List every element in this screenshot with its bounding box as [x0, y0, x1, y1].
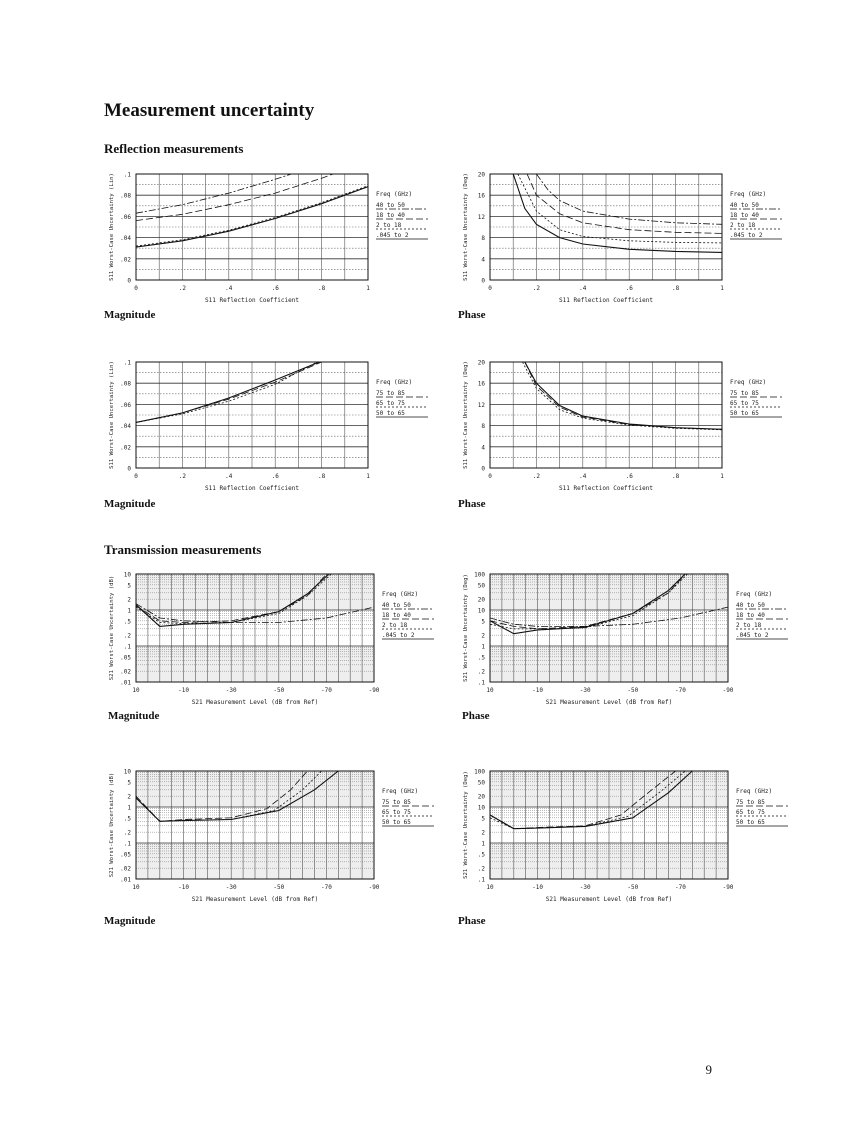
x-tick-label: -10 — [178, 884, 190, 891]
x-tick-label: .6 — [271, 285, 279, 292]
chart-trans-mag-1 — [104, 568, 444, 723]
x-tick-label: 10 — [132, 884, 140, 891]
x-tick-label: -70 — [320, 687, 332, 694]
y-tick-label: .02 — [120, 256, 131, 264]
x-tick-label: -90 — [722, 687, 734, 694]
y-tick-label: 1 — [481, 643, 485, 651]
legend-label: 40 to 50 — [730, 202, 759, 209]
y-tick-label: .1 — [123, 171, 131, 179]
y-tick-label: 100 — [474, 571, 485, 579]
x-tick-label: .2 — [532, 473, 541, 480]
y-tick-label: .5 — [477, 851, 485, 859]
legend-label: .045 to 2 — [382, 632, 415, 639]
legend-label: .045 to 2 — [736, 632, 769, 639]
legend-title: Freq (GHz) — [376, 379, 413, 386]
series-line — [136, 174, 333, 221]
y-tick-label: 8 — [481, 423, 485, 431]
series-line — [525, 362, 722, 429]
y-tick-label: 2 — [127, 793, 131, 801]
x-tick-label: 0 — [488, 473, 492, 480]
y-tick-label: .08 — [120, 192, 131, 200]
y-tick-label: .06 — [120, 213, 131, 221]
y-tick-label: 12 — [477, 213, 485, 221]
x-tick-label: -50 — [627, 884, 639, 891]
y-tick-label: 0 — [481, 277, 485, 285]
x-tick-label: -10 — [178, 687, 190, 694]
x-tick-label: 10 — [132, 687, 140, 694]
y-tick-label: 5 — [127, 582, 131, 590]
chart-trans-mag-2 — [104, 765, 444, 920]
x-tick-label: -50 — [627, 687, 639, 694]
legend-label: .045 to 2 — [730, 232, 763, 239]
y-tick-label: .1 — [123, 643, 131, 651]
y-axis-label: S21 Worst-Case Uncertainty (Deg) — [463, 771, 469, 879]
y-tick-label: .06 — [120, 401, 131, 409]
y-tick-label: 4 — [481, 444, 485, 452]
x-tick-label: -50 — [273, 884, 285, 891]
y-tick-label: .5 — [123, 815, 131, 823]
chart-refl-mag-1 — [104, 168, 444, 323]
y-tick-label: .1 — [477, 876, 485, 884]
x-tick-label: .6 — [625, 473, 633, 480]
legend-title: Freq (GHz) — [736, 788, 773, 795]
y-tick-label: 16 — [477, 192, 485, 200]
legend-label: 65 to 75 — [376, 400, 405, 407]
caption-refl-mag-1: Magnitude — [104, 309, 156, 321]
y-tick-label: .02 — [120, 865, 131, 873]
legend-title: Freq (GHz) — [382, 591, 419, 598]
y-tick-label: .2 — [477, 668, 485, 676]
x-axis-label: S21 Measurement Level (dB from Ref) — [545, 699, 673, 706]
page-title: Measurement uncertainty — [104, 100, 315, 121]
y-tick-label: 1 — [127, 804, 131, 812]
y-axis-label: S11 Worst-Case Uncertainty (Lin) — [109, 361, 115, 469]
y-tick-label: 5 — [481, 618, 485, 626]
plot-frame — [136, 174, 368, 280]
x-tick-label: .2 — [178, 473, 187, 480]
legend-label: 50 to 65 — [382, 819, 411, 826]
y-axis-label: S11 Worst-Case Uncertainty (Deg) — [463, 173, 469, 281]
series-line — [525, 362, 722, 429]
y-tick-label: 0 — [127, 277, 131, 285]
x-tick-label: 1 — [720, 473, 724, 480]
chart-trans-phase-2 — [458, 765, 798, 920]
y-axis-label: S21 Worst-Case Uncertainty (Deg) — [463, 574, 469, 682]
x-tick-label: -10 — [532, 687, 544, 694]
legend-label: 2 to 18 — [382, 622, 408, 629]
y-tick-label: 2 — [127, 596, 131, 604]
x-tick-label: -10 — [532, 884, 544, 891]
legend-label: 75 to 85 — [376, 390, 405, 397]
y-tick-label: 2 — [481, 829, 485, 837]
x-tick-label: -30 — [579, 884, 591, 891]
y-tick-label: 50 — [477, 779, 485, 787]
caption-trans-mag-1: Magnitude — [108, 710, 160, 722]
y-axis-label: S11 Worst-Case Uncertainty (Deg) — [463, 361, 469, 469]
y-tick-label: 10 — [123, 571, 131, 579]
y-tick-label: .02 — [120, 668, 131, 676]
legend-label: 18 to 40 — [736, 612, 765, 619]
x-axis-label: S11 Reflection Coefficient — [559, 485, 653, 492]
legend-label: 40 to 50 — [376, 202, 405, 209]
x-tick-label: 0 — [134, 473, 138, 480]
x-tick-label: .2 — [532, 285, 541, 292]
x-tick-label: .8 — [671, 285, 680, 292]
caption-refl-phase-1: Phase — [458, 309, 486, 321]
legend-label: 40 to 50 — [382, 602, 411, 609]
legend-title: Freq (GHz) — [730, 379, 767, 386]
plot-frame — [490, 771, 728, 879]
legend-label: 50 to 65 — [376, 410, 405, 417]
plot-frame — [136, 574, 374, 682]
x-tick-label: 1 — [366, 285, 370, 292]
legend-title: Freq (GHz) — [730, 191, 767, 198]
legend-label: 65 to 75 — [382, 809, 411, 816]
y-tick-label: 10 — [123, 768, 131, 776]
transmission-heading: Transmission measurements — [104, 542, 262, 557]
y-tick-label: 100 — [474, 768, 485, 776]
legend-title: Freq (GHz) — [376, 191, 413, 198]
legend-label: 75 to 85 — [730, 390, 759, 397]
y-tick-label: .01 — [120, 876, 131, 884]
legend-label: 2 to 18 — [736, 622, 762, 629]
y-tick-label: 2 — [481, 632, 485, 640]
legend-title: Freq (GHz) — [382, 788, 419, 795]
caption-trans-mag-2: Magnitude — [104, 915, 156, 927]
x-tick-label: 0 — [134, 285, 138, 292]
legend-label: 2 to 18 — [730, 222, 756, 229]
x-tick-label: .6 — [271, 473, 279, 480]
x-tick-label: 0 — [488, 285, 492, 292]
chart-refl-mag-2 — [104, 356, 444, 511]
y-tick-label: 4 — [481, 256, 485, 264]
x-axis-label: S21 Measurement Level (dB from Ref) — [191, 896, 319, 903]
page-number: 9 — [705, 1062, 712, 1077]
plot-frame — [490, 362, 722, 468]
x-tick-label: 10 — [486, 687, 494, 694]
y-tick-label: .05 — [120, 654, 131, 662]
legend-label: 18 to 40 — [376, 212, 405, 219]
x-tick-label: -30 — [225, 687, 237, 694]
chart-trans-phase-1 — [458, 568, 798, 723]
x-tick-label: -50 — [273, 687, 285, 694]
x-tick-label: 1 — [720, 285, 724, 292]
series-line — [136, 362, 319, 422]
y-tick-label: .5 — [477, 654, 485, 662]
legend-label: 75 to 85 — [736, 799, 765, 806]
y-tick-label: .04 — [120, 423, 131, 431]
x-tick-label: .4 — [225, 473, 233, 480]
y-tick-label: 10 — [477, 804, 485, 812]
y-tick-label: 1 — [127, 607, 131, 615]
reflection-heading: Reflection measurements — [104, 141, 244, 156]
y-axis-label: S21 Worst-Case Uncertainty (dB) — [109, 772, 115, 878]
y-tick-label: .1 — [123, 840, 131, 848]
legend-label: 18 to 40 — [730, 212, 759, 219]
y-tick-label: 50 — [477, 582, 485, 590]
x-axis-label: S21 Measurement Level (dB from Ref) — [545, 896, 673, 903]
y-axis-label: S21 Worst-Case Uncertainty (dB) — [109, 575, 115, 681]
x-tick-label: .4 — [579, 285, 587, 292]
y-tick-label: 16 — [477, 380, 485, 388]
x-tick-label: -30 — [579, 687, 591, 694]
legend-label: .045 to 2 — [376, 232, 409, 239]
series-line — [527, 174, 722, 233]
legend-label: 65 to 75 — [736, 809, 765, 816]
legend-label: 65 to 75 — [730, 400, 759, 407]
y-tick-label: .01 — [120, 679, 131, 687]
legend-label: 40 to 50 — [736, 602, 765, 609]
x-tick-label: -90 — [368, 687, 380, 694]
y-tick-label: .04 — [120, 235, 131, 243]
x-tick-label: .2 — [178, 285, 187, 292]
x-tick-label: -90 — [368, 884, 380, 891]
plot-frame — [490, 174, 722, 280]
legend-label: 50 to 65 — [736, 819, 765, 826]
x-tick-label: .8 — [317, 473, 326, 480]
y-tick-label: 1 — [481, 840, 485, 848]
caption-refl-phase-2: Phase — [458, 498, 486, 510]
chart-refl-phase-1 — [458, 168, 798, 323]
x-tick-label: .8 — [671, 473, 680, 480]
legend-title: Freq (GHz) — [736, 591, 773, 598]
y-tick-label: .2 — [477, 865, 485, 873]
y-tick-label: 20 — [477, 596, 485, 604]
y-tick-label: .2 — [123, 829, 131, 837]
x-axis-label: S11 Reflection Coefficient — [205, 485, 299, 492]
x-tick-label: -70 — [674, 884, 686, 891]
y-tick-label: 20 — [477, 359, 485, 367]
y-axis-label: S11 Worst-Case Uncertainty (Lin) — [109, 173, 115, 281]
y-tick-label: 12 — [477, 401, 485, 409]
y-tick-label: .08 — [120, 380, 131, 388]
y-tick-label: .2 — [123, 632, 131, 640]
y-tick-label: 8 — [481, 235, 485, 243]
y-tick-label: .05 — [120, 851, 131, 859]
chart-refl-phase-2 — [458, 356, 798, 511]
x-axis-label: S21 Measurement Level (dB from Ref) — [191, 699, 319, 706]
x-tick-label: -70 — [674, 687, 686, 694]
x-tick-label: .6 — [625, 285, 633, 292]
x-axis-label: S11 Reflection Coefficient — [205, 297, 299, 304]
y-tick-label: .5 — [123, 618, 131, 626]
x-tick-label: .8 — [317, 285, 326, 292]
x-tick-label: 10 — [486, 884, 494, 891]
plot-frame — [136, 771, 374, 879]
x-tick-label: .4 — [225, 285, 233, 292]
x-tick-label: 1 — [366, 473, 370, 480]
y-tick-label: .1 — [477, 679, 485, 687]
y-tick-label: .02 — [120, 444, 131, 452]
y-tick-label: 20 — [477, 793, 485, 801]
x-axis-label: S11 Reflection Coefficient — [559, 297, 653, 304]
x-tick-label: -30 — [225, 884, 237, 891]
y-tick-label: 5 — [481, 815, 485, 823]
y-tick-label: .1 — [123, 359, 131, 367]
x-tick-label: .4 — [579, 473, 587, 480]
legend-label: 50 to 65 — [730, 410, 759, 417]
y-tick-label: 5 — [127, 779, 131, 787]
caption-trans-phase-1: Phase — [462, 710, 490, 722]
x-tick-label: -70 — [320, 884, 332, 891]
y-tick-label: 10 — [477, 607, 485, 615]
x-tick-label: -90 — [722, 884, 734, 891]
series-line — [136, 362, 317, 422]
y-tick-label: 0 — [481, 465, 485, 473]
legend-label: 2 to 18 — [376, 222, 402, 229]
series-line — [523, 362, 723, 430]
caption-refl-mag-2: Magnitude — [104, 498, 156, 510]
legend-label: 18 to 40 — [382, 612, 411, 619]
y-tick-label: 20 — [477, 171, 485, 179]
caption-trans-phase-2: Phase — [458, 915, 486, 927]
legend-label: 75 to 85 — [382, 799, 411, 806]
y-tick-label: 0 — [127, 465, 131, 473]
